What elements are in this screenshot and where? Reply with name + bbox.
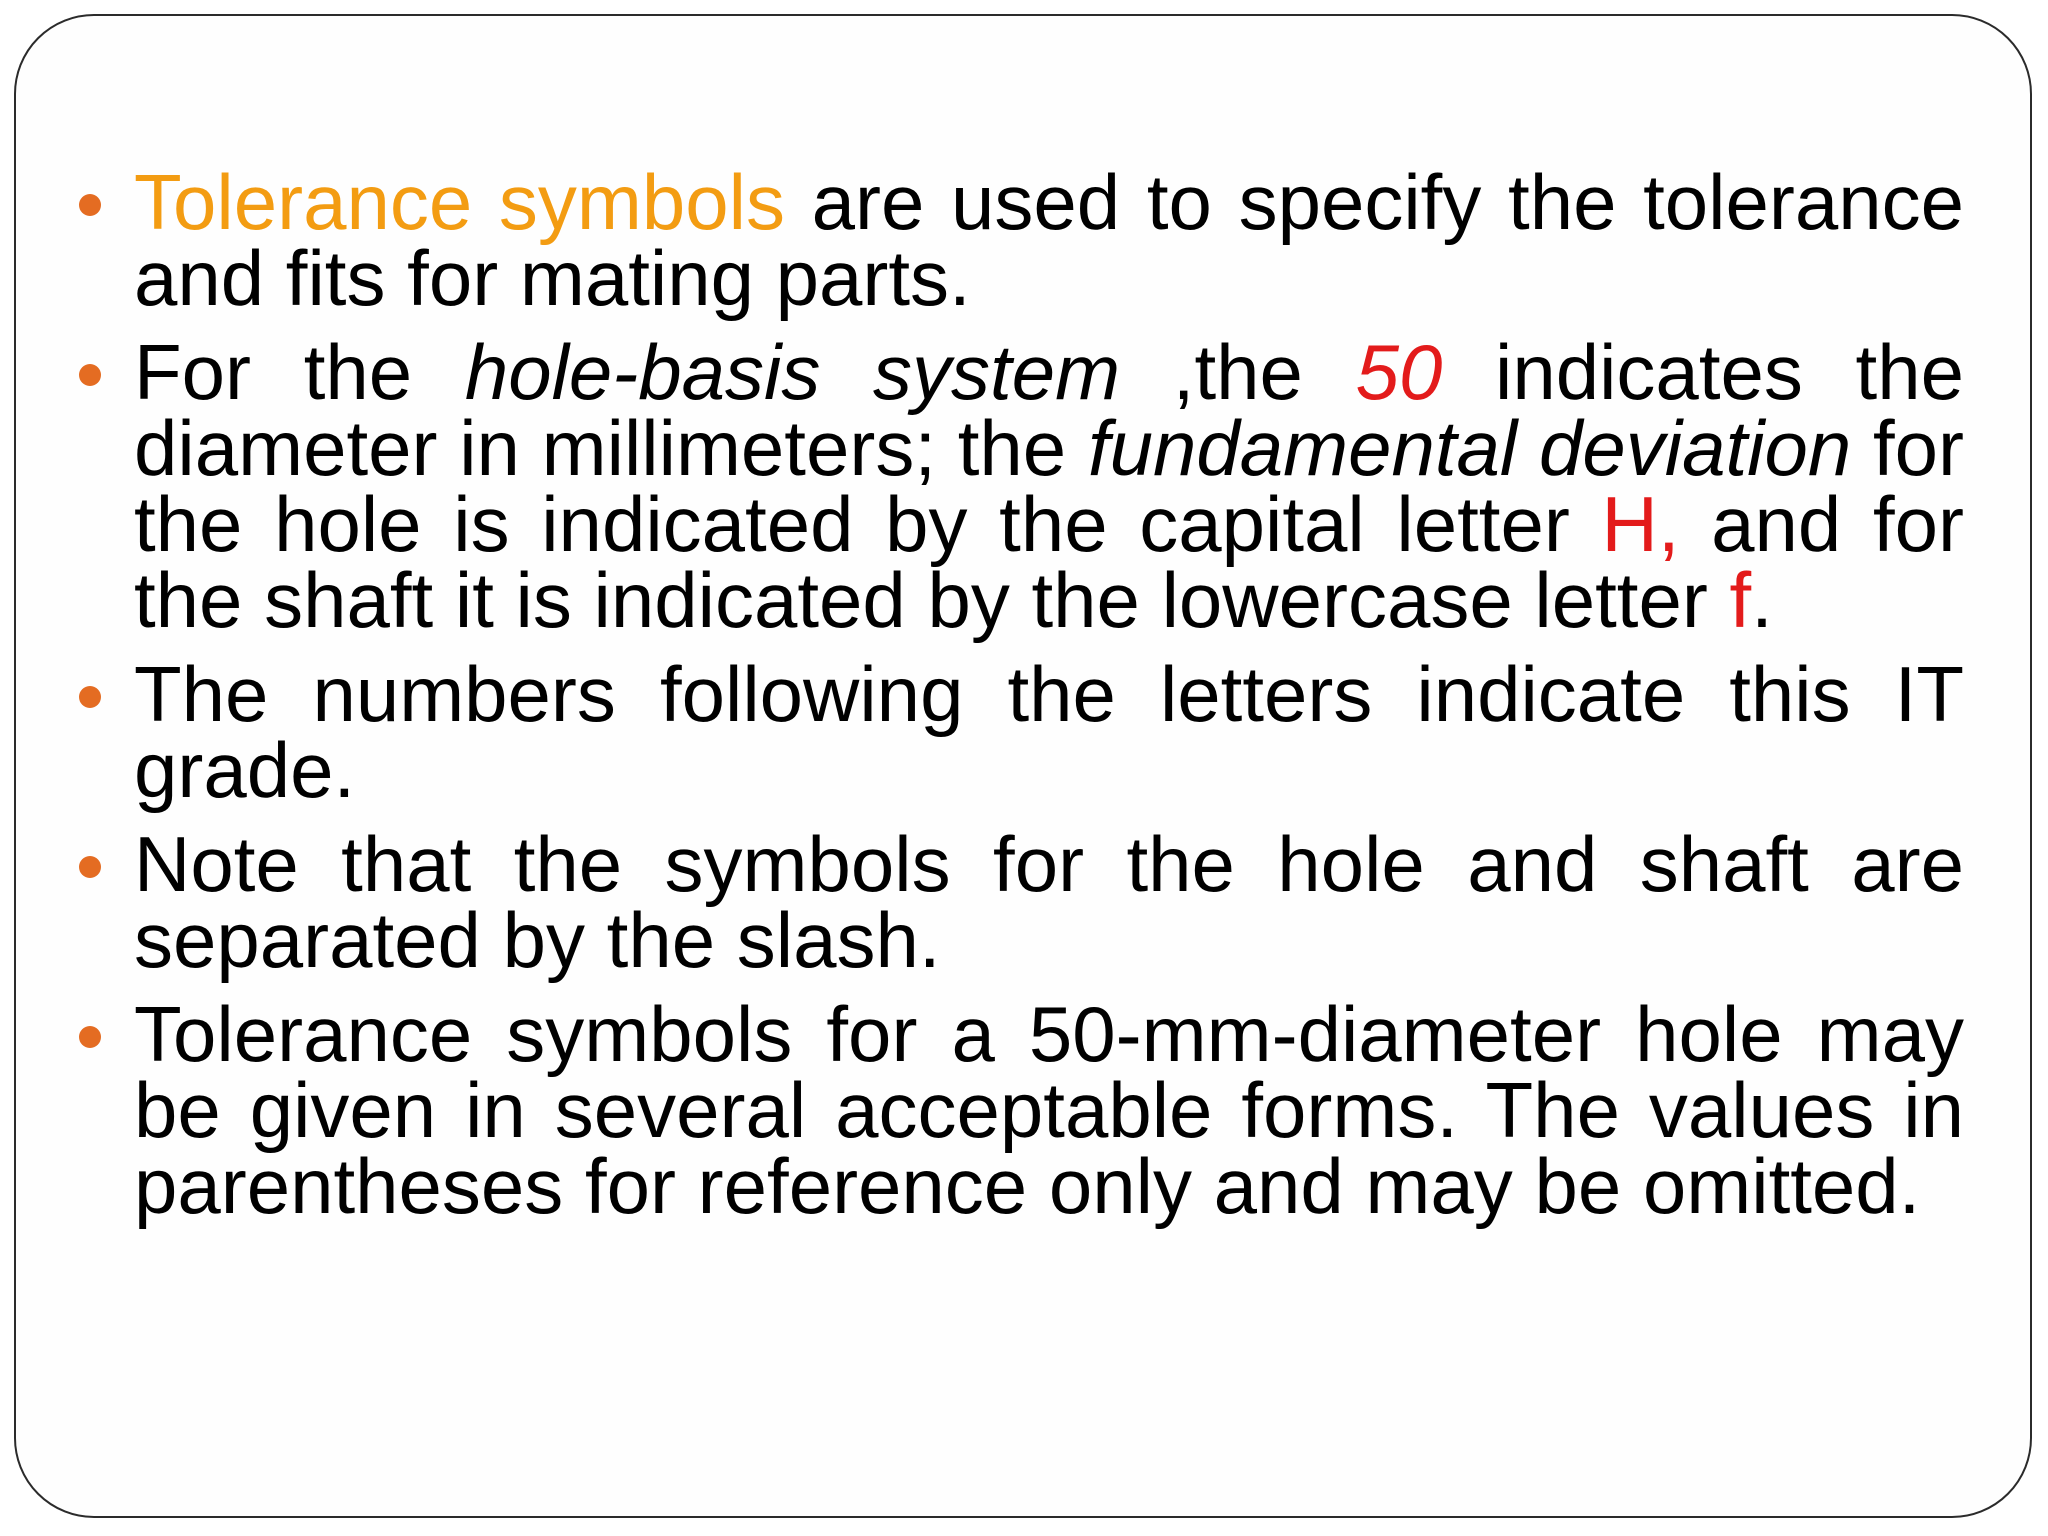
bullet-item-tolerance-symbols (74, 158, 1965, 322)
bullet-text: indicates the diameter in millimeters; the (134, 328, 1964, 492)
bullet-dot-icon (79, 856, 101, 878)
bullet-dot-icon (79, 364, 101, 386)
bullet-text: and for the shaft it is indicated by the lowercase letter (134, 480, 1964, 644)
bullet-item-slash (74, 820, 1964, 984)
italic-term-hole-basis: hole-basis system (464, 328, 1121, 416)
bullet-text: For the (134, 328, 465, 416)
highlight-letter-f: f (1729, 556, 1752, 644)
bullet-text: ,the (1120, 328, 1356, 416)
bullet-list (74, 158, 1965, 1242)
bullet-text: Tolerance symbols for a 50-mm-diameter hole may be given in several acceptable forms. The values in parentheses for reference only and may be omitted. (134, 990, 1964, 1230)
bullet-dot-icon (79, 194, 101, 216)
highlight-term: Tolerance symbols (134, 158, 785, 246)
highlight-letter-H: H, (1601, 480, 1680, 568)
bullet-item-hole-basis (74, 328, 1964, 644)
italic-term-fundamental-deviation: fundamental deviation (1087, 404, 1852, 492)
bullet-text: are used to specify the tolerance and fits for mating parts. (134, 158, 1965, 322)
bullet-text: The numbers following the letters indicate this IT grade. (134, 650, 1964, 814)
bullet-item-it-grade (74, 650, 1964, 814)
bullet-item-acceptable-forms (74, 990, 1964, 1230)
bullet-dot-icon (79, 686, 101, 708)
bullet-text: for the hole is indicated by the capital letter (134, 404, 1964, 568)
slide-frame (14, 14, 2032, 1518)
bullet-text: Note that the symbols for the hole and shaft are separated by the slash. (134, 820, 1964, 984)
bullet-dot-icon (79, 1026, 101, 1048)
highlight-number: 50 (1355, 328, 1443, 416)
bullet-text: . (1751, 556, 1773, 644)
